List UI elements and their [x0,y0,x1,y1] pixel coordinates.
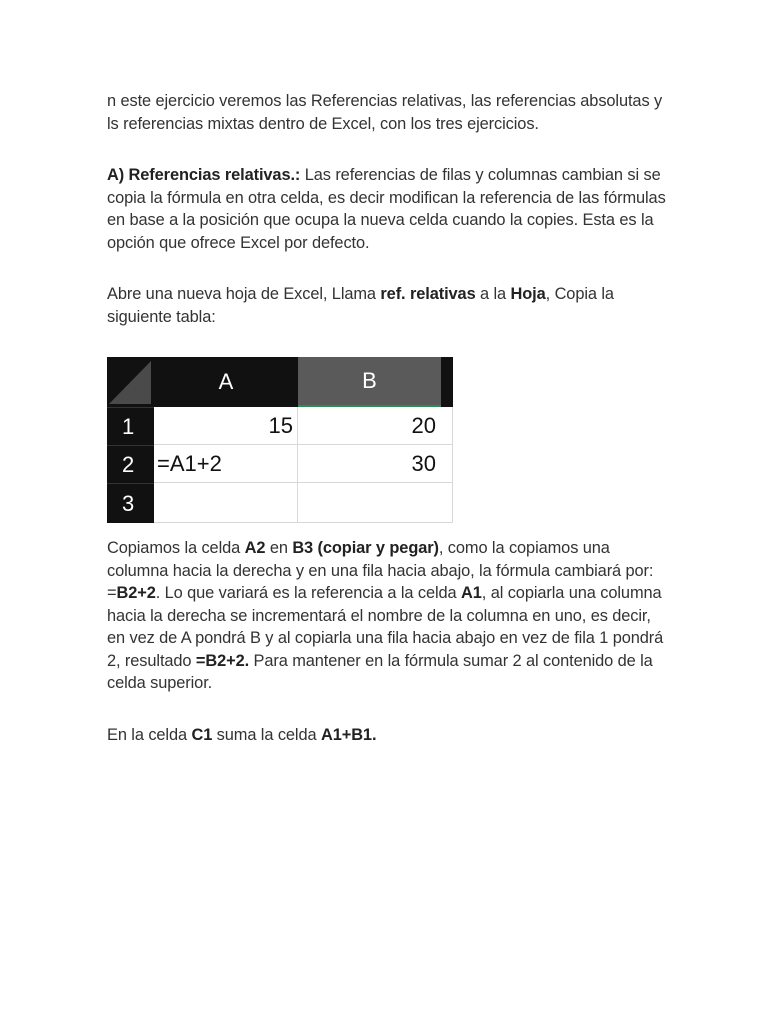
task-text-2: suma la celda [212,725,321,744]
explanation-bold-5: =B2+2. [195,651,250,670]
task-paragraph [107,724,667,747]
explanation-text-1: Copiamos la celda [107,539,245,557]
select-all-corner [107,357,154,407]
intro-paragraph [107,90,667,135]
instruction-text-2: a la [475,285,511,303]
task-bold-2: A1+B1. [320,725,377,744]
explanation-text-2: en [265,539,293,557]
intro-text: n este ejercicio veremos las Referencias relativas, las referencias absolutas y ls referencias mixtas dentro de Excel, con los tres ejercicios. [107,92,663,133]
column-header-a: A [154,357,298,407]
column-header-b: B [298,357,441,407]
corner-triangle-icon [107,357,154,407]
instruction-text-3: , Copia la siguiente tabla: [107,285,614,326]
cell-a2: =A1+2 [154,445,298,483]
explanation-paragraph [107,537,667,695]
explanation-bold-4: A1 [461,584,482,602]
explanation-text-5: , al copiarla una columna hacia la derecha se incrementará el nombre de la columna en uno, es decir, en vez de A pondrá B y al copiarla una fila hacia abajo en vez de fila 1 pondrá 2, resultado [107,584,664,670]
column-header-edge [441,357,453,407]
document-page [107,90,667,775]
cell-a1: 15 [154,407,298,445]
row-header-3: 3 [107,483,154,523]
cell-a3 [154,483,298,523]
row-header-1: 1 [107,407,154,445]
task-text-1: En la celda [107,725,192,744]
section-a-heading: A) Referencias relativas.: [107,166,301,184]
cell-b1: 20 [298,407,453,445]
cell-b2: 30 [298,445,453,483]
instruction-bold-1: ref. relativas [380,285,476,303]
explanation-text-4: . Lo que variará es la referencia a la celda [155,584,462,602]
section-a-paragraph [107,164,667,254]
explanation-text-6: Para mantener en la fórmula sumar 2 al contenido de la celda superior. [107,651,653,692]
explanation-text-3: , como la copiamos una columna hacia la derecha y en una fila hacia abajo, la fórmula cambiará por: = [107,539,654,602]
instruction-paragraph [107,283,667,328]
spreadsheet-image [107,357,455,523]
cell-b3 [298,483,453,523]
instruction-bold-2: Hoja [510,285,546,303]
instruction-text-1: Abre una nueva hoja de Excel, Llama [107,285,381,303]
task-bold-1: C1 [191,725,213,744]
section-a-body: Las referencias de filas y columnas cambian si se copia la fórmula en otra celda, es decir modifican la referencia de las fórmulas en base a la posición que ocupa la nueva celda cuando la copies. Esta es la opción que ofrece Excel por defecto. [107,166,666,252]
row-header-2: 2 [107,445,154,483]
explanation-bold-3: B2+2 [116,584,156,602]
explanation-bold-2: B3 (copiar y pegar) [292,539,439,557]
explanation-bold-1: A2 [244,539,266,557]
